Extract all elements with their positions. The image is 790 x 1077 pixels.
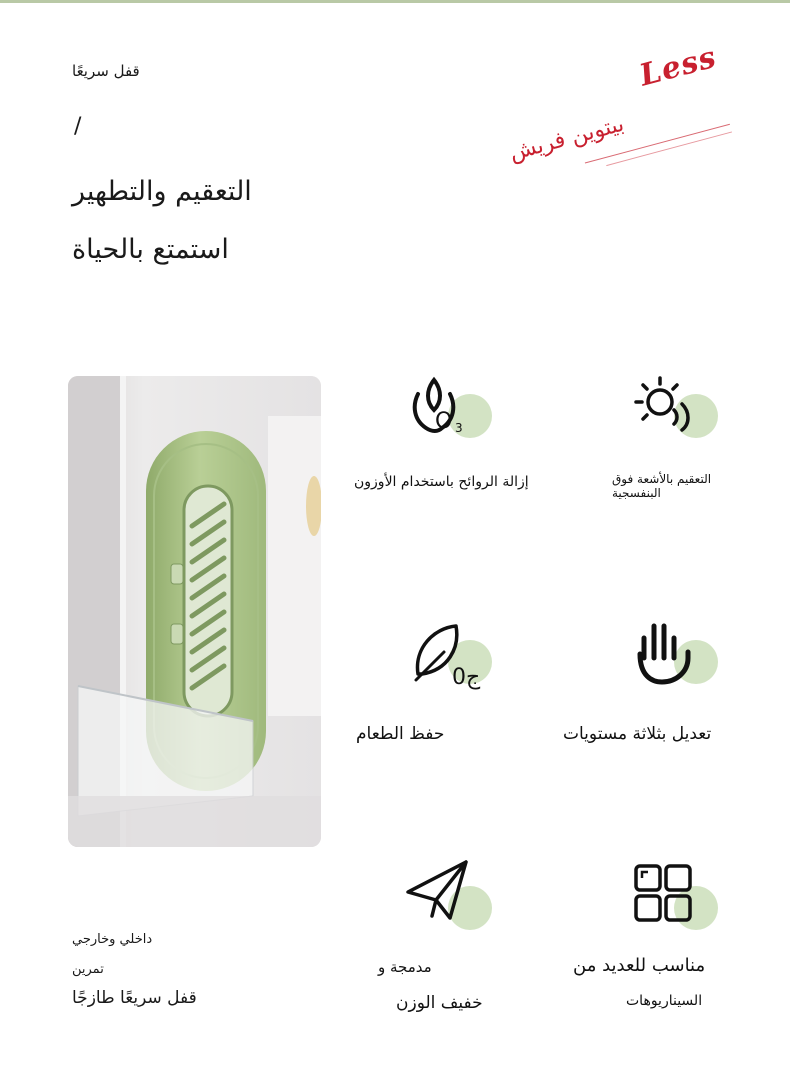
svg-text:0ج: 0ج — [452, 665, 481, 690]
feature-uv-label-line1: التعقيم بالأشعة فوق — [612, 472, 712, 486]
feature-food — [404, 618, 494, 698]
page-title-line2: استمتع بالحياة — [72, 234, 229, 265]
grid-icon — [630, 858, 720, 938]
uv-sun-icon — [630, 372, 720, 452]
small-title: قفل سريعًا — [72, 62, 140, 80]
page-title-line1: التعقيم والتطهير — [72, 176, 252, 207]
svg-text:3: 3 — [455, 421, 463, 435]
brand-underline — [606, 131, 732, 166]
svg-text:O: O — [435, 409, 453, 434]
feature-compact-label-line1: مدمجة و — [378, 958, 432, 976]
feature-levels-label: تعديل بثلاثة مستويات — [563, 724, 712, 744]
leaf-icon — [404, 618, 494, 698]
paper-plane-icon — [404, 858, 494, 938]
ozone-flower-icon — [404, 372, 494, 452]
brand-name: بيتوين فريش — [506, 111, 627, 167]
slash-mark: / — [74, 114, 82, 139]
brand-logo: Less — [635, 39, 721, 94]
hand-icon — [630, 618, 720, 698]
feature-ozone-label: إزالة الروائح باستخدام الأوزون — [354, 474, 529, 490]
feature-compact — [404, 858, 494, 938]
feature-food-label: حفظ الطعام — [356, 724, 445, 744]
feature-scenarios-label-line2: السيناريوهات — [626, 993, 703, 1009]
brand-stamp — [496, 39, 744, 198]
feature-levels — [630, 618, 720, 698]
bottom-text-line3: قفل سريعًا طازجًا — [72, 988, 197, 1008]
feature-uv — [630, 372, 720, 452]
feature-scenarios-label-line1: مناسب للعديد من — [573, 955, 706, 976]
bottom-text-line1: داخلي وخارجي — [72, 932, 153, 947]
feature-compact-label-line2: خفيف الوزن — [396, 993, 483, 1013]
fridge-deodorizer-illustration — [68, 376, 321, 847]
feature-scenarios — [630, 858, 720, 938]
feature-uv-label-line2: البنفسجية — [612, 486, 661, 500]
top-accent-line — [0, 0, 790, 3]
feature-ozone — [404, 372, 494, 452]
bottom-text-line2: تمرين — [72, 962, 104, 977]
product-photo — [68, 376, 321, 847]
